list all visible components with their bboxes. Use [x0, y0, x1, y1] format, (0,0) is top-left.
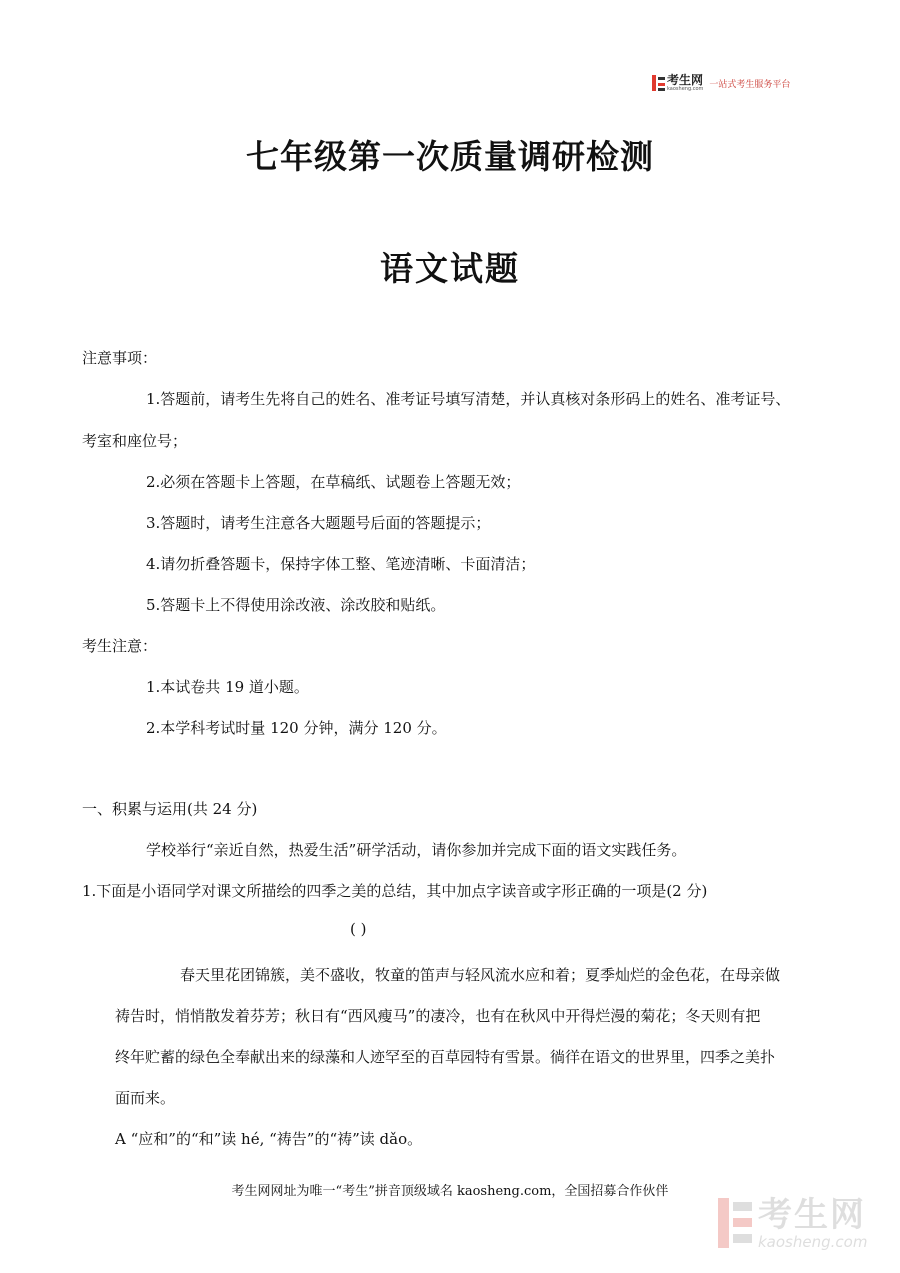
notice-item-1-line-2: 考室和座位号； [82, 432, 188, 450]
section-heading: 一、积累与运用(共 24 分) [82, 800, 258, 818]
section-intro: 学校举行“亲近自然，热爱生活”研学活动，请你参加并完成下面的语文实践任务。 [146, 841, 687, 859]
passage-line: 面而来。 [115, 1089, 176, 1107]
notice-item-3: 3.答题时，请考生注意各大题题号后面的答题提示； [146, 514, 491, 532]
notice-item-2: 2.必须在答题卡上答题，在草稿纸、试题卷上答题无效； [146, 473, 521, 491]
watermark-name: 考生网 [758, 1195, 866, 1235]
kaosheng-logo-icon [652, 74, 665, 92]
notice-item-4: 4.请勿折叠答题卡，保持字体工整、笔迹清晰、卡面清洁； [146, 555, 536, 573]
option-a: A “应和”的“和”读 hé, “祷告”的“祷”读 dǎo。 [115, 1130, 423, 1148]
watermark-domain: kaosheng.com [758, 1233, 868, 1251]
page-title: 七年级第一次质量调研检测 [246, 137, 654, 176]
question-1: 1.下面是小语同学对课文所描绘的四季之美的总结，其中加点字读音或字形正确的一项是(2 分) [82, 882, 708, 900]
logo-name: 考生网 [667, 73, 704, 87]
passage-line: 春天里花团锦簇，美不盛收，牧童的笛声与轻风流水应和着；夏季灿烂的金色花，在母亲做 [180, 966, 781, 984]
candidate-notice-item-2: 2.本学科考试时量 120 分钟，满分 120 分。 [146, 719, 447, 737]
candidate-notice-heading: 考生注意： [82, 637, 158, 655]
notice-item-1-line-1: 1.答题前，请考生先将自己的姓名、准考证号填写清楚，并认真核对条形码上的姓名、准考证号、 [146, 390, 791, 408]
page-subtitle: 语文试题 [380, 249, 520, 288]
watermark-logo-icon [718, 1196, 752, 1252]
answer-parenthesis: ( ) [350, 920, 367, 938]
page-footer: 考生网网址为唯一“考生”拼音顶级域名 kaosheng.com，全国招募合作伙伴 [231, 1184, 669, 1199]
logo-slogan: 一站式考生服务平台 [709, 79, 791, 90]
watermark [718, 1196, 867, 1252]
passage-line: 祷告时，悄悄散发着芬芳；秋日有“西风瘦马”的凄冷，也有在秋风中开得烂漫的菊花；冬天则有把 [115, 1007, 761, 1025]
notice-item-5: 5.答题卡上不得使用涂改液、涂改胶和贴纸。 [146, 596, 446, 614]
logo-domain: kaosheng.com [667, 86, 704, 92]
candidate-notice-item-1: 1.本试卷共 19 道小题。 [146, 678, 309, 696]
passage-line: 终年贮蓄的绿色全奉献出来的绿藻和人迹罕至的百草园特有雪景。徜徉在语文的世界里，四季之美扑 [115, 1048, 776, 1066]
site-logo [652, 72, 790, 94]
notice-heading: 注意事项： [82, 349, 158, 367]
